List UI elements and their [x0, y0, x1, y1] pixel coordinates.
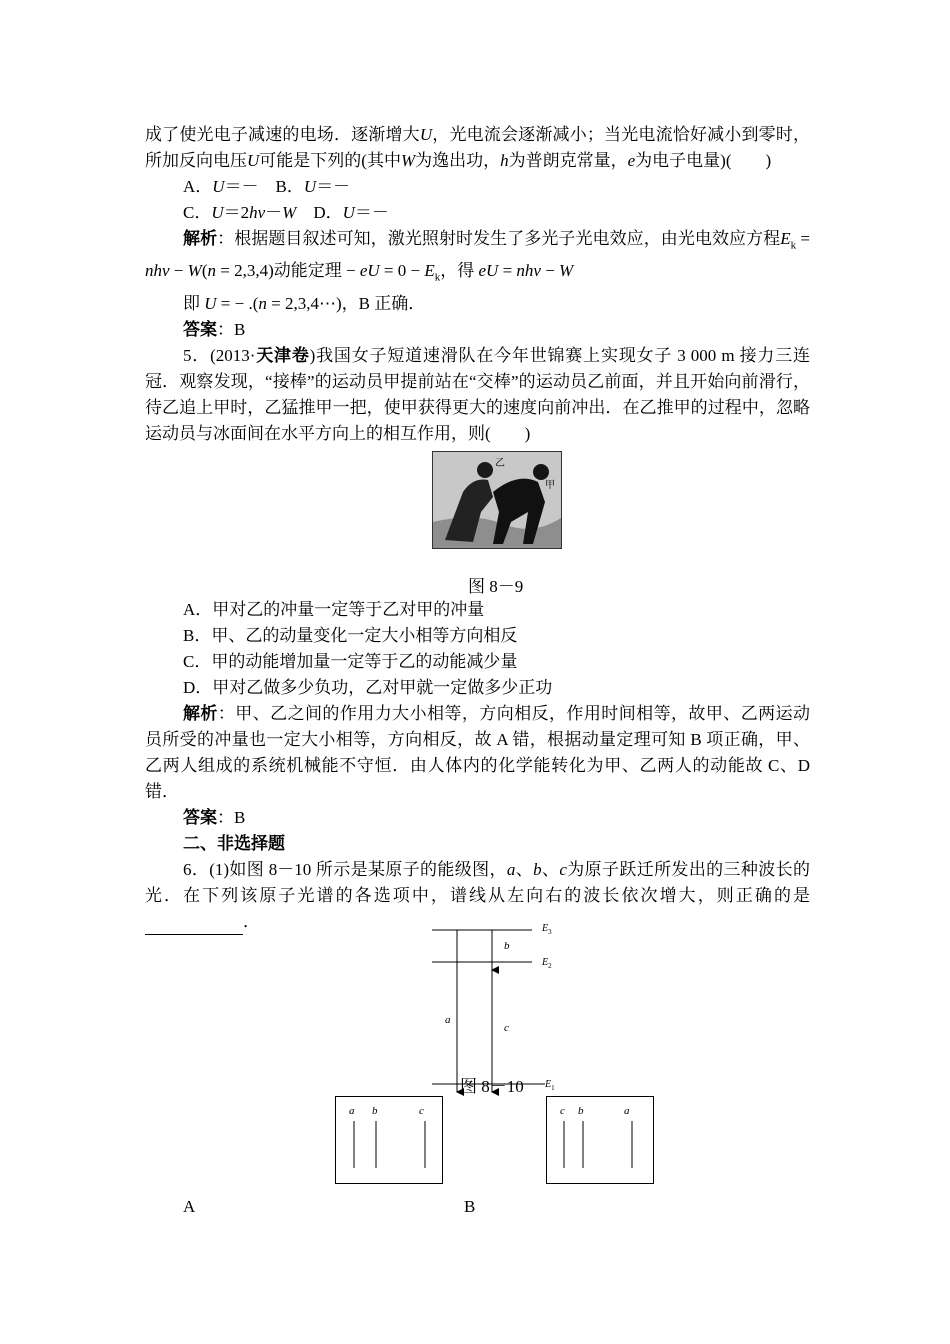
- q4-options-cd: C．U＝2hv－W D．U＝－: [183, 203, 389, 222]
- q4-analysis-end: 即 U = − .(n = 2,3,4⋯)，B 正确．: [183, 293, 426, 313]
- label-a: a: [445, 1014, 451, 1026]
- section-heading: 二、非选择题: [183, 834, 285, 853]
- q5-options: [145, 597, 810, 935]
- q5-option-d: D．甲对乙做多少负功，乙对甲就一定做多少正功: [183, 678, 553, 697]
- line-label-c: c: [419, 1105, 424, 1117]
- line-label-b: b: [372, 1105, 378, 1117]
- q5-option-a: A．甲对乙的冲量一定等于乙对甲的冲量: [183, 600, 485, 619]
- page-content: [145, 122, 810, 447]
- line-label-b: b: [578, 1105, 584, 1117]
- label-e2: $E_2$: [542, 957, 552, 970]
- q5-answer: 答案：B: [183, 808, 246, 827]
- q4-continuation: 成了使光电子减速的电场．逐渐增大U，光电流会逐渐减小；当光电流恰好减小到零时，所加反向电压U可能是下列的(其中W为逸出功，h为普朗克常量，e为电子电量)( ): [145, 125, 810, 170]
- label-e1: $E_1$: [545, 1079, 555, 1092]
- q6-stem: 6．(1)如图 8－10 所示是某原子的能级图，a、b、c为原子跃迁所发出的三种波长的光．在下列该原子光谱的各选项中，谱线从左向右的波长依次增大，则正确的是．: [145, 857, 810, 935]
- label-c: c: [504, 1022, 509, 1034]
- spectrum-option-b: [546, 1096, 654, 1184]
- q4-options-ab: A．U＝－ B．U＝－: [183, 177, 351, 196]
- q5-stem: 5．(2013·天津卷)我国女子短道速滑队在今年世锦赛上实现女子 3 000 m 接力三连冠．观察发现，“接棒”的运动员甲提前站在“交棒”的运动员乙前面，并且开始向前滑行，待乙追上甲时，乙猛推甲一把，使甲获得更大的速度向前冲出．在乙推甲的过程中，忽略运动员与冰面间在水平方向上的相互作用，则( ): [145, 345, 811, 443]
- label-yi: 乙: [495, 458, 505, 469]
- label-e3: $E_3$: [542, 923, 552, 936]
- q5-option-c: C．甲的动能增加量一定等于乙的动能减少量: [183, 652, 518, 671]
- figure-caption-8-9: 图 8－9: [468, 577, 524, 596]
- figure-caption-8-10: 图 8－10: [460, 1077, 524, 1096]
- q4-answer: 答案：B: [183, 319, 246, 339]
- line-label-a: a: [349, 1105, 355, 1117]
- skaters-photo: [432, 451, 562, 549]
- answer-blank[interactable]: [145, 916, 243, 935]
- option-label-b: B: [464, 1197, 476, 1216]
- q5-option-b: B．甲、乙的动量变化一定大小相等方向相反: [183, 626, 518, 645]
- line-label-c: c: [560, 1105, 565, 1117]
- spectrum-option-a: [335, 1096, 443, 1184]
- q5-analysis: 解析：甲、乙之间的作用力大小相等，方向相反，作用时间相等，故甲、乙两运动员所受的冲量也一定大小相等，方向相反，故 A 错，根据动量定理可知 B 项正确，甲、乙两人组成的系统机械能不守恒．由人体内的化学能转化为甲、乙两人的动能故 C、D 错．: [145, 704, 811, 801]
- line-label-a: a: [624, 1105, 630, 1117]
- option-label-a: A: [183, 1197, 196, 1216]
- label-b: b: [504, 940, 510, 952]
- label-jia: 甲: [545, 480, 555, 491]
- q4-analysis: 解析：根据题目叙述可知，激光照射时发生了多光子光电效应，由光电效应方程$E_k$ = nhv − W(n = 2,3,4)动能定理 − eU = $0 - E_k$，得 eU = nhv − W: [145, 229, 811, 284]
